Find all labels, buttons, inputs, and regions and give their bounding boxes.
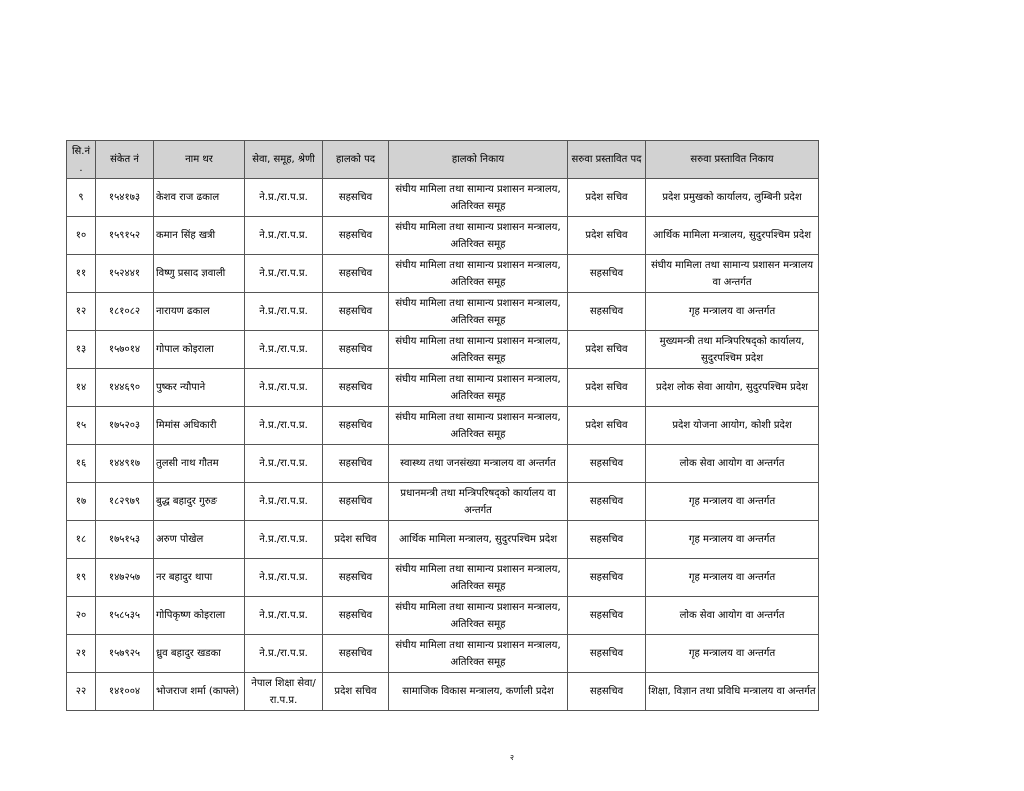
serial-cell: २०	[67, 597, 96, 635]
current-post-cell: सहसचिव	[323, 407, 389, 445]
proposed-office-cell: गृह मन्त्रालय वा अन्तर्गत	[646, 483, 819, 521]
proposed-office-cell: संघीय मामिला तथा सामान्य प्रशासन मन्त्रालय वा अन्तर्गत	[646, 255, 819, 293]
proposed-post-cell: सहसचिव	[568, 483, 646, 521]
proposed-post-cell: प्रदेश सचिव	[568, 407, 646, 445]
service-cell: ने.प्र./रा.प.प्र.	[245, 407, 323, 445]
proposed-office-cell: प्रदेश लोक सेवा आयोग, सुदुरपश्चिम प्रदेश	[646, 369, 819, 407]
current-office-cell: सामाजिक विकास मन्त्रालय, कर्णाली प्रदेश	[389, 673, 568, 711]
current-post-cell: सहसचिव	[323, 559, 389, 597]
service-cell: नेपाल शिक्षा सेवा/रा.प.प्र.	[245, 673, 323, 711]
serial-cell: १७	[67, 483, 96, 521]
code-cell: १४१००४	[96, 673, 154, 711]
name-cell: ध्रुव बहादुर खडका	[154, 635, 245, 673]
code-cell: १५७९२५	[96, 635, 154, 673]
header-serial: सि.नं .	[67, 141, 96, 179]
name-cell: कमान सिंह खत्री	[154, 217, 245, 255]
name-cell: विष्णु प्रसाद ज्ञवाली	[154, 255, 245, 293]
name-cell: केशव राज ढकाल	[154, 179, 245, 217]
table-row	[67, 369, 819, 407]
service-cell: ने.प्र./रा.प.प्र.	[245, 179, 323, 217]
service-cell: ने.प्र./रा.प.प्र.	[245, 521, 323, 559]
proposed-post-cell: सहसचिव	[568, 597, 646, 635]
proposed-post-cell: सहसचिव	[568, 445, 646, 483]
name-cell: बुद्ध बहादुर गुरुङ	[154, 483, 245, 521]
current-post-cell: सहसचिव	[323, 635, 389, 673]
table-row	[67, 445, 819, 483]
table-row	[67, 217, 819, 255]
table-row	[67, 407, 819, 445]
serial-cell: १६	[67, 445, 96, 483]
proposed-post-cell: सहसचिव	[568, 293, 646, 331]
serial-cell: २२	[67, 673, 96, 711]
table-row	[67, 255, 819, 293]
proposed-office-cell: प्रदेश योजना आयोग, कोशी प्रदेश	[646, 407, 819, 445]
proposed-office-cell: मुख्यमन्त्री तथा मन्त्रिपरिषद्‌को कार्यालय, सुदुरपश्चिम प्रदेश	[646, 331, 819, 369]
header-current-office: हालको निकाय	[389, 141, 568, 179]
current-office-cell: संघीय मामिला तथा सामान्य प्रशासन मन्त्रालय, अतिरिक्त समूह	[389, 179, 568, 217]
serial-cell: ११	[67, 255, 96, 293]
code-cell: १५८५३५	[96, 597, 154, 635]
current-post-cell: सहसचिव	[323, 369, 389, 407]
transfer-table	[66, 140, 819, 711]
proposed-post-cell: प्रदेश सचिव	[568, 369, 646, 407]
current-office-cell: प्रधानमन्त्री तथा मन्त्रिपरिषद्‌को कार्यालय वा अन्तर्गत	[389, 483, 568, 521]
proposed-post-cell: प्रदेश सचिव	[568, 331, 646, 369]
proposed-post-cell: प्रदेश सचिव	[568, 179, 646, 217]
name-cell: नर बहादुर थापा	[154, 559, 245, 597]
header-name: नाम थर	[154, 141, 245, 179]
service-cell: ने.प्र./रा.प.प्र.	[245, 635, 323, 673]
proposed-office-cell: लोक सेवा आयोग वा अन्तर्गत	[646, 597, 819, 635]
header-row	[67, 141, 819, 179]
serial-cell: २१	[67, 635, 96, 673]
page-number: २	[509, 753, 515, 762]
table-row	[67, 483, 819, 521]
table-body	[67, 179, 819, 711]
proposed-post-cell: सहसचिव	[568, 255, 646, 293]
code-cell: १७५१५३	[96, 521, 154, 559]
code-cell: १७५२०३	[96, 407, 154, 445]
current-office-cell: संघीय मामिला तथा सामान्य प्रशासन मन्त्रालय, अतिरिक्त समूह	[389, 635, 568, 673]
serial-cell: १०	[67, 217, 96, 255]
table-row	[67, 293, 819, 331]
current-post-cell: सहसचिव	[323, 597, 389, 635]
service-cell: ने.प्र./रा.प.प्र.	[245, 217, 323, 255]
code-cell: १४४६९०	[96, 369, 154, 407]
current-post-cell: सहसचिव	[323, 331, 389, 369]
table-row	[67, 559, 819, 597]
proposed-post-cell: प्रदेश सचिव	[568, 217, 646, 255]
serial-cell: १८	[67, 521, 96, 559]
table-row	[67, 331, 819, 369]
service-cell: ने.प्र./रा.प.प्र.	[245, 445, 323, 483]
name-cell: गोपिकृष्ण कोइराला	[154, 597, 245, 635]
current-post-cell: सहसचिव	[323, 445, 389, 483]
proposed-post-cell: सहसचिव	[568, 559, 646, 597]
name-cell: गोपाल कोइराला	[154, 331, 245, 369]
table-row	[67, 673, 819, 711]
current-office-cell: संघीय मामिला तथा सामान्य प्रशासन मन्त्रालय, अतिरिक्त समूह	[389, 331, 568, 369]
code-cell: १८१०८२	[96, 293, 154, 331]
current-post-cell: प्रदेश सचिव	[323, 673, 389, 711]
current-office-cell: संघीय मामिला तथा सामान्य प्रशासन मन्त्रालय, अतिरिक्त समूह	[389, 369, 568, 407]
header-code: संकेत नं	[96, 141, 154, 179]
name-cell: तुलसी नाथ गौतम	[154, 445, 245, 483]
service-cell: ने.प्र./रा.प.प्र.	[245, 483, 323, 521]
code-cell: १५९१५२	[96, 217, 154, 255]
table-row	[67, 635, 819, 673]
service-cell: ने.प्र./रा.प.प्र.	[245, 597, 323, 635]
serial-cell: १५	[67, 407, 96, 445]
proposed-office-cell: गृह मन्त्रालय वा अन्तर्गत	[646, 635, 819, 673]
current-office-cell: संघीय मामिला तथा सामान्य प्रशासन मन्त्रालय, अतिरिक्त समूह	[389, 293, 568, 331]
current-post-cell: सहसचिव	[323, 179, 389, 217]
table-row	[67, 179, 819, 217]
serial-cell: १३	[67, 331, 96, 369]
header-current-post: हालको पद	[323, 141, 389, 179]
current-office-cell: संघीय मामिला तथा सामान्य प्रशासन मन्त्रालय, अतिरिक्त समूह	[389, 559, 568, 597]
header-service: सेवा, समूह, श्रेणी	[245, 141, 323, 179]
proposed-post-cell: सहसचिव	[568, 673, 646, 711]
proposed-office-cell: गृह मन्त्रालय वा अन्तर्गत	[646, 521, 819, 559]
serial-cell: १२	[67, 293, 96, 331]
current-post-cell: सहसचिव	[323, 293, 389, 331]
current-office-cell: स्वास्थ्य तथा जनसंख्या मन्त्रालय वा अन्तर्गत	[389, 445, 568, 483]
service-cell: ने.प्र./रा.प.प्र.	[245, 369, 323, 407]
name-cell: नारायण ढकाल	[154, 293, 245, 331]
code-cell: १४४९१७	[96, 445, 154, 483]
service-cell: ने.प्र./रा.प.प्र.	[245, 293, 323, 331]
proposed-office-cell: लोक सेवा आयोग वा अन्तर्गत	[646, 445, 819, 483]
name-cell: मिमांस अधिकारी	[154, 407, 245, 445]
code-cell: १४७२५७	[96, 559, 154, 597]
table-row	[67, 597, 819, 635]
header-proposed-office: सरुवा प्रस्तावित निकाय	[646, 141, 819, 179]
header-proposed-post: सरुवा प्रस्तावित पद	[568, 141, 646, 179]
current-post-cell: सहसचिव	[323, 255, 389, 293]
proposed-post-cell: सहसचिव	[568, 635, 646, 673]
proposed-office-cell: आर्थिक मामिला मन्त्रालय, सुदुरपश्चिम प्रदेश	[646, 217, 819, 255]
serial-cell: ९	[67, 179, 96, 217]
current-office-cell: आर्थिक मामिला मन्त्रालय, सुदुरपश्चिम प्रदेश	[389, 521, 568, 559]
proposed-office-cell: गृह मन्त्रालय वा अन्तर्गत	[646, 559, 819, 597]
serial-cell: १९	[67, 559, 96, 597]
name-cell: भोजराज शर्मा (काफ्ले)	[154, 673, 245, 711]
table-header	[67, 141, 819, 179]
current-office-cell: संघीय मामिला तथा सामान्य प्रशासन मन्त्रालय, अतिरिक्त समूह	[389, 597, 568, 635]
name-cell: पुष्कर न्यौपाने	[154, 369, 245, 407]
serial-cell: १४	[67, 369, 96, 407]
proposed-office-cell: शिक्षा, विज्ञान तथा प्रविधि मन्त्रालय वा अन्तर्गत	[646, 673, 819, 711]
service-cell: ने.प्र./रा.प.प्र.	[245, 559, 323, 597]
current-post-cell: सहसचिव	[323, 483, 389, 521]
service-cell: ने.प्र./रा.प.प्र.	[245, 331, 323, 369]
proposed-office-cell: प्रदेश प्रमुखको कार्यालय, लुम्बिनी प्रदेश	[646, 179, 819, 217]
current-office-cell: संघीय मामिला तथा सामान्य प्रशासन मन्त्रालय, अतिरिक्त समूह	[389, 255, 568, 293]
current-post-cell: सहसचिव	[323, 217, 389, 255]
service-cell: ने.प्र./रा.प.प्र.	[245, 255, 323, 293]
name-cell: अरुण पोखेल	[154, 521, 245, 559]
code-cell: १५७०१४	[96, 331, 154, 369]
proposed-post-cell: सहसचिव	[568, 521, 646, 559]
table-row	[67, 521, 819, 559]
current-office-cell: संघीय मामिला तथा सामान्य प्रशासन मन्त्रालय, अतिरिक्त समूह	[389, 407, 568, 445]
current-post-cell: प्रदेश सचिव	[323, 521, 389, 559]
code-cell: १८२९७९	[96, 483, 154, 521]
code-cell: १५४१७३	[96, 179, 154, 217]
proposed-office-cell: गृह मन्त्रालय वा अन्तर्गत	[646, 293, 819, 331]
current-office-cell: संघीय मामिला तथा सामान्य प्रशासन मन्त्रालय, अतिरिक्त समूह	[389, 217, 568, 255]
code-cell: १५२४४१	[96, 255, 154, 293]
